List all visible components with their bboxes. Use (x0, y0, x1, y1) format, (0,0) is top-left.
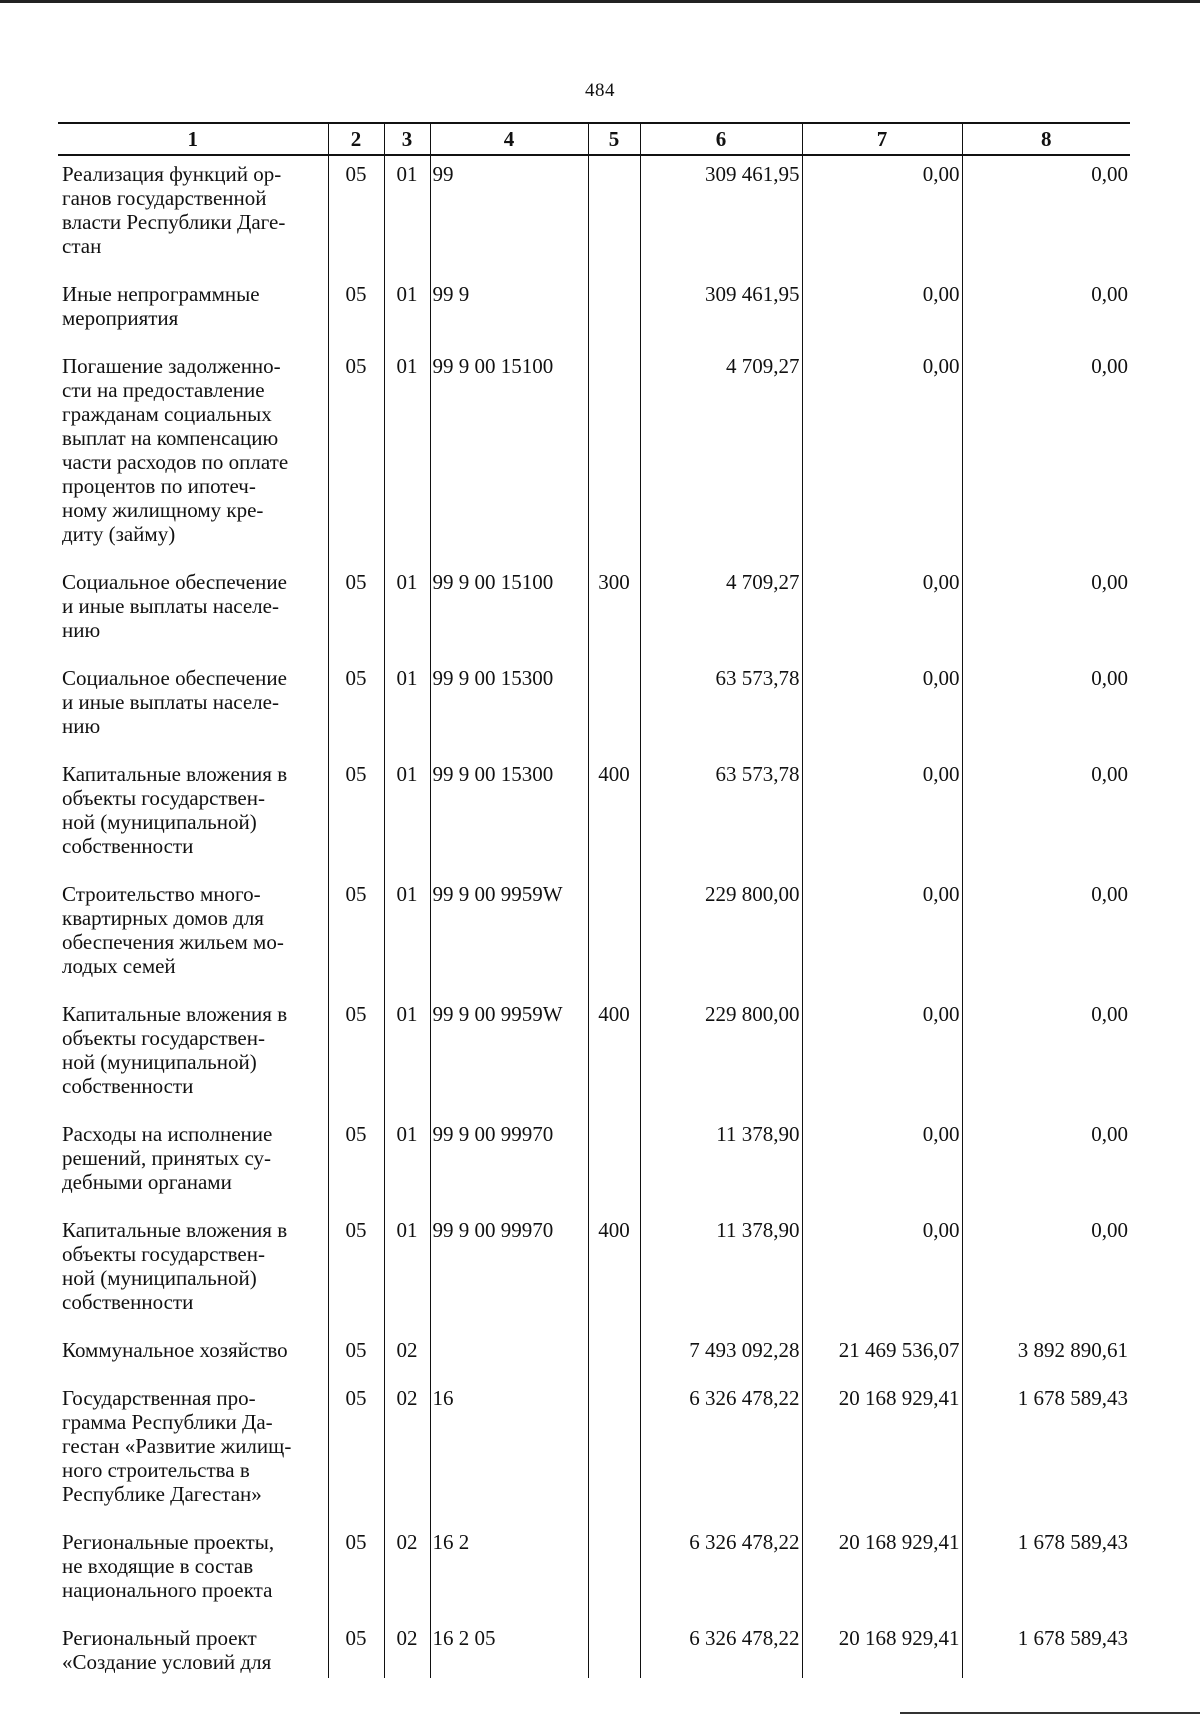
row-amount-col-6: 7 493 092,28 (640, 1332, 802, 1380)
row-target-article-code: 16 (430, 1380, 588, 1524)
row-expense-type-code (588, 155, 640, 276)
row-subsection-code: 01 (384, 1116, 430, 1212)
row-name-line: Погашение задолженно- (62, 354, 281, 378)
row-name-cell (58, 996, 328, 1116)
row-expense-type-code (588, 348, 640, 564)
row-name-line: «Создание условий для (62, 1650, 272, 1674)
header-col-1: 1 (58, 123, 328, 155)
row-name-line: национального проекта (62, 1578, 273, 1602)
row-subsection-code: 01 (384, 996, 430, 1116)
row-name-line: ной (муниципальной) (62, 810, 257, 834)
row-amount-col-6: 6 326 478,22 (640, 1524, 802, 1620)
row-name-line: Иные непрограммные (62, 282, 260, 306)
row-amount-col-6: 11 378,90 (640, 1116, 802, 1212)
row-name-line: Региональные проекты, (62, 1530, 275, 1554)
row-amount-col-8: 0,00 (962, 155, 1130, 276)
row-name-line: Расходы на исполнение (62, 1122, 273, 1146)
row-name-line: грамма Республики Да- (62, 1410, 273, 1434)
row-name-line: Социальное обеспечение (62, 666, 287, 690)
row-subsection-code: 02 (384, 1380, 430, 1524)
row-target-article-code: 99 9 00 15100 (430, 564, 588, 660)
row-amount-col-6: 229 800,00 (640, 876, 802, 996)
row-section-code: 05 (328, 1380, 384, 1524)
table-body (58, 155, 1130, 1678)
row-name-line: процентов по ипотеч- (62, 474, 256, 498)
row-amount-col-7: 20 168 929,41 (802, 1380, 962, 1524)
budget-table (58, 122, 1130, 1678)
row-name-line: выплат на компенсацию (62, 426, 279, 450)
row-amount-col-8: 0,00 (962, 348, 1130, 564)
table-row (58, 1380, 1130, 1524)
row-subsection-code: 02 (384, 1524, 430, 1620)
row-name-line: обеспечения жильем мо- (62, 930, 284, 954)
row-amount-col-6: 6 326 478,22 (640, 1380, 802, 1524)
row-target-article-code: 99 (430, 155, 588, 276)
row-subsection-code: 01 (384, 564, 430, 660)
row-amount-col-7: 0,00 (802, 756, 962, 876)
row-name-line: ганов государственной (62, 186, 267, 210)
row-name-line: ной (муниципальной) (62, 1050, 257, 1074)
row-amount-col-7: 0,00 (802, 1116, 962, 1212)
row-name-line: решений, принятых су- (62, 1146, 271, 1170)
row-section-code: 05 (328, 564, 384, 660)
row-amount-col-7: 0,00 (802, 564, 962, 660)
row-name-cell (58, 1524, 328, 1620)
row-amount-col-6: 4 709,27 (640, 348, 802, 564)
row-name-line: Государственная про- (62, 1386, 256, 1410)
row-target-article-code: 99 9 00 15100 (430, 348, 588, 564)
row-amount-col-7: 21 469 536,07 (802, 1332, 962, 1380)
row-section-code: 05 (328, 1620, 384, 1678)
row-subsection-code: 01 (384, 756, 430, 876)
row-target-article-code: 99 9 (430, 276, 588, 348)
row-subsection-code: 01 (384, 1212, 430, 1332)
row-target-article-code: 99 9 00 99970 (430, 1212, 588, 1332)
row-amount-col-7: 0,00 (802, 276, 962, 348)
row-expense-type-code (588, 660, 640, 756)
header-col-5: 5 (588, 123, 640, 155)
row-amount-col-8: 1 678 589,43 (962, 1380, 1130, 1524)
row-amount-col-7: 0,00 (802, 876, 962, 996)
row-amount-col-7: 0,00 (802, 660, 962, 756)
row-section-code: 05 (328, 276, 384, 348)
row-amount-col-6: 63 573,78 (640, 660, 802, 756)
row-expense-type-code (588, 1332, 640, 1380)
row-target-article-code: 99 9 00 9959W (430, 876, 588, 996)
header-col-2: 2 (328, 123, 384, 155)
table-row (58, 996, 1130, 1116)
scan-border-bottom (900, 1712, 1200, 1714)
header-row (58, 123, 1130, 155)
row-target-article-code: 99 9 00 9959W (430, 996, 588, 1116)
row-name-line: Капитальные вложения в (62, 1218, 288, 1242)
row-name-cell (58, 276, 328, 348)
table-row (58, 348, 1130, 564)
header-col-7: 7 (802, 123, 962, 155)
table-row (58, 564, 1130, 660)
row-amount-col-7: 20 168 929,41 (802, 1620, 962, 1678)
row-amount-col-8: 0,00 (962, 756, 1130, 876)
row-name-line: Социальное обеспечение (62, 570, 287, 594)
row-target-article-code: 99 9 00 15300 (430, 756, 588, 876)
row-name-line: ному жилищному кре- (62, 498, 264, 522)
row-subsection-code: 02 (384, 1332, 430, 1380)
header-col-3: 3 (384, 123, 430, 155)
row-section-code: 05 (328, 996, 384, 1116)
row-expense-type-code (588, 1524, 640, 1620)
row-name-line: объекты государствен- (62, 1242, 265, 1266)
table-row (58, 1212, 1130, 1332)
header-col-8: 8 (962, 123, 1130, 155)
row-name-line: собственности (62, 1074, 194, 1098)
row-name-line: Строительство много- (62, 882, 261, 906)
table-row (58, 276, 1130, 348)
row-subsection-code: 01 (384, 276, 430, 348)
row-name-line: мероприятия (62, 306, 179, 330)
row-name-line: Реализация функций ор- (62, 162, 282, 186)
row-expense-type-code (588, 276, 640, 348)
row-name-cell (58, 1620, 328, 1678)
row-name-line: гестан «Развитие жилищ- (62, 1434, 292, 1458)
row-name-line: объекты государствен- (62, 786, 265, 810)
row-name-line: сти на предоставление (62, 378, 265, 402)
row-amount-col-8: 1 678 589,43 (962, 1620, 1130, 1678)
row-section-code: 05 (328, 1332, 384, 1380)
row-amount-col-8: 0,00 (962, 876, 1130, 996)
row-section-code: 05 (328, 1212, 384, 1332)
row-name-line: Региональный проект (62, 1626, 257, 1650)
row-name-cell (58, 1380, 328, 1524)
scan-border-top (0, 0, 1200, 3)
row-expense-type-code (588, 876, 640, 996)
row-name-line: гражданам социальных (62, 402, 272, 426)
row-expense-type-code (588, 1620, 640, 1678)
header-col-4: 4 (430, 123, 588, 155)
row-name-line: стан (62, 234, 102, 258)
table-row (58, 660, 1130, 756)
row-target-article-code: 99 9 00 15300 (430, 660, 588, 756)
row-amount-col-8: 0,00 (962, 996, 1130, 1116)
row-name-line: нию (62, 618, 101, 642)
row-amount-col-7: 0,00 (802, 1212, 962, 1332)
row-name-line: собственности (62, 1290, 194, 1314)
header-col-6: 6 (640, 123, 802, 155)
row-section-code: 05 (328, 1116, 384, 1212)
row-amount-col-8: 1 678 589,43 (962, 1524, 1130, 1620)
row-name-line: власти Республики Даге- (62, 210, 286, 234)
row-section-code: 05 (328, 155, 384, 276)
row-name-cell (58, 564, 328, 660)
row-name-line: нию (62, 714, 101, 738)
row-amount-col-7: 0,00 (802, 348, 962, 564)
row-expense-type-code: 400 (588, 996, 640, 1116)
row-section-code: 05 (328, 876, 384, 996)
row-amount-col-8: 0,00 (962, 276, 1130, 348)
row-amount-col-6: 4 709,27 (640, 564, 802, 660)
row-subsection-code: 01 (384, 348, 430, 564)
row-name-line: собственности (62, 834, 194, 858)
row-name-line: не входящие в состав (62, 1554, 254, 1578)
row-subsection-code: 02 (384, 1620, 430, 1678)
table-header (58, 123, 1130, 155)
table-row (58, 756, 1130, 876)
row-expense-type-code: 300 (588, 564, 640, 660)
row-name-cell (58, 348, 328, 564)
table-row (58, 1524, 1130, 1620)
table-row (58, 876, 1130, 996)
row-target-article-code: 16 2 05 (430, 1620, 588, 1678)
row-name-cell (58, 1332, 328, 1380)
row-amount-col-8: 3 892 890,61 (962, 1332, 1130, 1380)
row-subsection-code: 01 (384, 660, 430, 756)
row-amount-col-7: 0,00 (802, 155, 962, 276)
row-name-line: и иные выплаты населе- (62, 690, 279, 714)
row-name-line: Республике Дагестан» (62, 1482, 262, 1506)
row-name-line: ного строительства в (62, 1458, 250, 1482)
row-name-line: Капитальные вложения в (62, 762, 288, 786)
table-row (58, 1332, 1130, 1380)
page-number: 484 (585, 80, 615, 101)
row-name-line: объекты государствен- (62, 1026, 265, 1050)
row-name-line: дебными органами (62, 1170, 232, 1194)
row-section-code: 05 (328, 756, 384, 876)
row-expense-type-code (588, 1380, 640, 1524)
row-target-article-code (430, 1332, 588, 1380)
row-expense-type-code (588, 1116, 640, 1212)
row-subsection-code: 01 (384, 876, 430, 996)
row-name-line: лодых семей (62, 954, 176, 978)
row-name-line: квартирных домов для (62, 906, 264, 930)
row-name-cell (58, 1212, 328, 1332)
row-name-line: части расходов по оплате (62, 450, 289, 474)
table-row (58, 155, 1130, 276)
row-expense-type-code: 400 (588, 1212, 640, 1332)
row-target-article-code: 99 9 00 99970 (430, 1116, 588, 1212)
row-amount-col-7: 20 168 929,41 (802, 1524, 962, 1620)
budget-table-container (58, 122, 1130, 1678)
row-name-cell (58, 155, 328, 276)
row-name-line: и иные выплаты населе- (62, 594, 279, 618)
row-subsection-code: 01 (384, 155, 430, 276)
table-row (58, 1116, 1130, 1212)
row-amount-col-6: 309 461,95 (640, 276, 802, 348)
row-amount-col-6: 6 326 478,22 (640, 1620, 802, 1678)
row-amount-col-8: 0,00 (962, 1212, 1130, 1332)
row-name-line: Коммунальное хозяйство (62, 1338, 288, 1362)
row-name-cell (58, 876, 328, 996)
row-target-article-code: 16 2 (430, 1524, 588, 1620)
row-name-cell (58, 660, 328, 756)
row-section-code: 05 (328, 660, 384, 756)
row-section-code: 05 (328, 1524, 384, 1620)
table-row (58, 1620, 1130, 1678)
row-expense-type-code: 400 (588, 756, 640, 876)
row-amount-col-6: 309 461,95 (640, 155, 802, 276)
row-section-code: 05 (328, 348, 384, 564)
row-name-line: диту (займу) (62, 522, 176, 546)
row-amount-col-8: 0,00 (962, 660, 1130, 756)
row-name-line: ной (муниципальной) (62, 1266, 257, 1290)
row-name-cell (58, 756, 328, 876)
row-amount-col-6: 229 800,00 (640, 996, 802, 1116)
row-amount-col-6: 11 378,90 (640, 1212, 802, 1332)
row-amount-col-7: 0,00 (802, 996, 962, 1116)
row-amount-col-8: 0,00 (962, 1116, 1130, 1212)
row-name-line: Капитальные вложения в (62, 1002, 288, 1026)
row-amount-col-6: 63 573,78 (640, 756, 802, 876)
row-name-cell (58, 1116, 328, 1212)
row-amount-col-8: 0,00 (962, 564, 1130, 660)
